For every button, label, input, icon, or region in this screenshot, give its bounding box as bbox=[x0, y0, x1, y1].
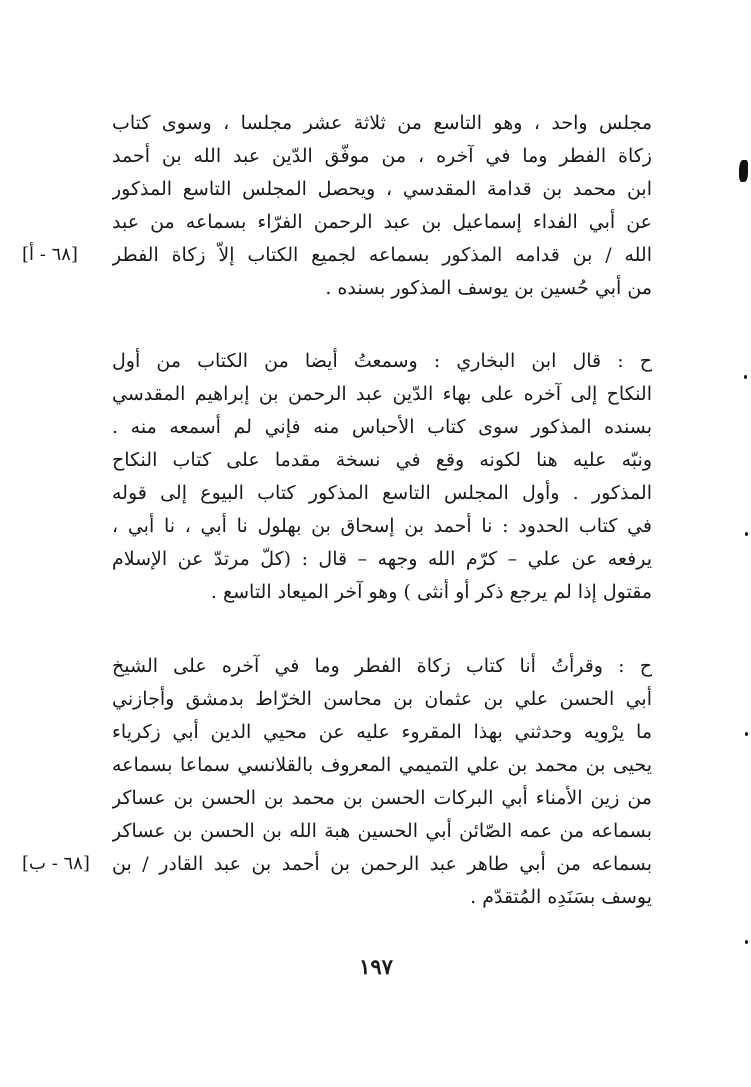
text-line: الله / بن قدامه المذكور بسماعه لجميع الكتاب إلاّ زكاة الفطر bbox=[112, 244, 652, 266]
text-line: يحيى بن محمد بن علي التميمي المعروف بالقلانسي سماعا بسماعه bbox=[112, 754, 652, 776]
text-line: يرفعه عن علي – كرّم الله وجهه – قال : (كلّ مرتدّ عن الإسلام bbox=[112, 548, 652, 570]
page-number: ١٩٧ bbox=[359, 954, 393, 979]
folio-marker-68a: [٦٨ - أ] bbox=[22, 244, 78, 265]
text-line: يوسف بسَنَدِه المُتقدّم . bbox=[470, 886, 652, 908]
text-line: ح : قال ابن البخاري : وسمعتُ أيضا من الكتاب من أول bbox=[112, 350, 652, 372]
text-line: مجلس واحد ، وهو التاسع من ثلاثة عشر مجلسا ، وسوى كتاب bbox=[112, 112, 652, 134]
text-line: زكاة الفطر وما في آخره ، من موفّق الدّين عبد الله بن أحمد bbox=[112, 145, 652, 167]
text-line: النكاح إلى آخره على بهاء الدّين عبد الرحمن بن إبراهيم المقدسي bbox=[112, 383, 652, 405]
scan-edge-blot bbox=[739, 160, 748, 182]
text-line: أبي الحسن علي بن عثمان بن محاسن الخرّاط بدمشق وأجازني bbox=[112, 688, 652, 710]
scan-edge-dot bbox=[745, 732, 748, 736]
folio-marker-68b: [٦٨ - ب] bbox=[22, 853, 90, 874]
text-line: في كتاب الحدود : نا أحمد بن إسحاق بن بهلول نا أبي ، نا أبي ، bbox=[112, 515, 652, 537]
text-line: بسماعه من عمه الصّائن أبي الحسين هبة الله بن الحسن بن عساكر bbox=[112, 820, 652, 842]
text-line: من أبي حُسين بن يوسف المذكور بسنده . bbox=[325, 277, 652, 299]
scan-edge-dot bbox=[744, 375, 747, 379]
text-line: عن أبي الفداء إسماعيل بن عبد الرحمن الفرّاء بسماعه من عبد bbox=[112, 211, 652, 233]
text-line: مقتول إذا لم يرجع ذكر أو أنثى ) وهو آخر الميعاد التاسع . bbox=[210, 581, 652, 603]
text-line: من زين الأمناء أبي البركات الحسن بن محمد بن الحسن بن عساكر bbox=[112, 787, 652, 809]
scan-edge-dot bbox=[745, 532, 748, 536]
scan-edge-dot bbox=[745, 940, 748, 944]
text-line: ما يرْويه وحدثني بهذا المقروء عليه عن محيي الدين أبي زكرياء bbox=[112, 721, 652, 743]
text-line: ونبّه عليه هنا لكونه وقع في نسخة مقدما على كتاب النكاح bbox=[112, 449, 652, 471]
text-line: بسماعه من أبي طاهر عبد الرحمن بن أحمد بن عبد القادر / بن bbox=[112, 853, 652, 875]
text-line: ابن محمد بن قدامة المقدسي ، ويحصل المجلس التاسع المذكور bbox=[112, 178, 652, 200]
text-line: المذكور . وأول المجلس التاسع المذكور كتاب البيوع إلى قوله bbox=[112, 482, 652, 504]
text-line: بسنده المذكور سوى كتاب الأحباس منه فإني لم أسمعه منه . bbox=[112, 416, 652, 438]
text-line: ح : وقرأتُ أنا كتاب زكاة الفطر وما في آخره على الشيخ bbox=[112, 655, 652, 677]
